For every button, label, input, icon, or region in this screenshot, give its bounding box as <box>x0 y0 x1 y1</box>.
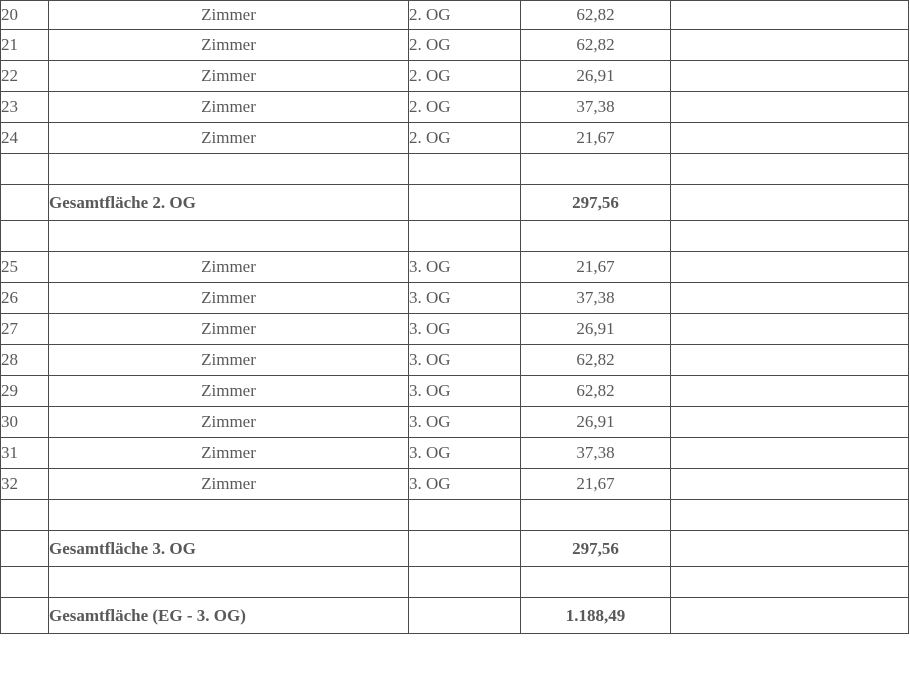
cell-name: Zimmer <box>49 61 409 92</box>
cell-nr <box>1 531 49 567</box>
cell-note <box>671 221 909 252</box>
cell-nr <box>1 154 49 185</box>
cell-name: Zimmer <box>49 314 409 345</box>
cell-note <box>671 567 909 598</box>
cell-area: 26,91 <box>521 61 671 92</box>
cell-floor <box>409 531 521 567</box>
cell-name <box>49 500 409 531</box>
cell-nr <box>1 185 49 221</box>
cell-area: 26,91 <box>521 407 671 438</box>
cell-floor: 3. OG <box>409 407 521 438</box>
cell-floor <box>409 598 521 634</box>
cell-floor: 3. OG <box>409 438 521 469</box>
table-row <box>1 469 909 500</box>
cell-grand-total-label: Gesamtfläche (EG - 3. OG) <box>49 598 409 634</box>
cell-name: Zimmer <box>49 438 409 469</box>
cell-nr: 20 <box>1 1 49 30</box>
table-row-spacer <box>1 567 909 598</box>
cell-area <box>521 567 671 598</box>
cell-note <box>671 376 909 407</box>
cell-area: 37,38 <box>521 283 671 314</box>
table-row <box>1 314 909 345</box>
cell-name: Zimmer <box>49 1 409 30</box>
table-body <box>1 1 909 634</box>
cell-floor: 3. OG <box>409 252 521 283</box>
cell-note <box>671 283 909 314</box>
cell-note <box>671 469 909 500</box>
cell-name: Zimmer <box>49 252 409 283</box>
cell-name: Zimmer <box>49 30 409 61</box>
table-row-grand-total <box>1 598 909 634</box>
cell-name: Zimmer <box>49 469 409 500</box>
cell-total-value: 297,56 <box>521 531 671 567</box>
cell-total-label: Gesamtfläche 3. OG <box>49 531 409 567</box>
cell-floor <box>409 154 521 185</box>
cell-note <box>671 598 909 634</box>
cell-name <box>49 154 409 185</box>
cell-floor: 2. OG <box>409 92 521 123</box>
cell-nr <box>1 500 49 531</box>
cell-floor: 2. OG <box>409 1 521 30</box>
cell-area <box>521 154 671 185</box>
cell-floor: 2. OG <box>409 123 521 154</box>
cell-note <box>671 345 909 376</box>
table-row <box>1 283 909 314</box>
cell-note <box>671 185 909 221</box>
cell-area: 26,91 <box>521 314 671 345</box>
cell-name <box>49 221 409 252</box>
cell-nr: 27 <box>1 314 49 345</box>
cell-area <box>521 500 671 531</box>
cell-nr: 26 <box>1 283 49 314</box>
table-row-spacer <box>1 500 909 531</box>
cell-floor: 3. OG <box>409 345 521 376</box>
cell-name: Zimmer <box>49 345 409 376</box>
cell-nr: 23 <box>1 92 49 123</box>
cell-note <box>671 252 909 283</box>
cell-name <box>49 567 409 598</box>
table-row <box>1 1 909 30</box>
cell-floor: 3. OG <box>409 314 521 345</box>
cell-note <box>671 407 909 438</box>
cell-nr: 22 <box>1 61 49 92</box>
cell-area: 21,67 <box>521 123 671 154</box>
table-row <box>1 345 909 376</box>
table-row <box>1 252 909 283</box>
cell-name: Zimmer <box>49 92 409 123</box>
table-row <box>1 376 909 407</box>
cell-note <box>671 30 909 61</box>
table-row <box>1 30 909 61</box>
cell-nr: 31 <box>1 438 49 469</box>
cell-area: 37,38 <box>521 438 671 469</box>
cell-note <box>671 531 909 567</box>
cell-nr: 25 <box>1 252 49 283</box>
cell-area: 62,82 <box>521 30 671 61</box>
cell-nr <box>1 221 49 252</box>
table-row-spacer <box>1 154 909 185</box>
cell-floor <box>409 500 521 531</box>
cell-nr: 32 <box>1 469 49 500</box>
cell-name: Zimmer <box>49 283 409 314</box>
cell-name: Zimmer <box>49 123 409 154</box>
cell-note <box>671 154 909 185</box>
cell-floor: 3. OG <box>409 283 521 314</box>
cell-area: 21,67 <box>521 252 671 283</box>
cell-area: 62,82 <box>521 376 671 407</box>
cell-nr <box>1 567 49 598</box>
cell-name: Zimmer <box>49 407 409 438</box>
cell-area: 62,82 <box>521 345 671 376</box>
cell-nr: 28 <box>1 345 49 376</box>
cell-floor <box>409 221 521 252</box>
table-row-total <box>1 185 909 221</box>
cell-floor: 2. OG <box>409 30 521 61</box>
cell-floor <box>409 567 521 598</box>
cell-note <box>671 314 909 345</box>
cell-total-label: Gesamtfläche 2. OG <box>49 185 409 221</box>
cell-note <box>671 123 909 154</box>
cell-nr: 21 <box>1 30 49 61</box>
cell-note <box>671 500 909 531</box>
table-row <box>1 92 909 123</box>
cell-nr <box>1 598 49 634</box>
cell-nr: 29 <box>1 376 49 407</box>
table-row <box>1 407 909 438</box>
cell-area: 21,67 <box>521 469 671 500</box>
table-row-total <box>1 531 909 567</box>
table-row <box>1 438 909 469</box>
cell-floor <box>409 185 521 221</box>
cell-area <box>521 221 671 252</box>
cell-grand-total-value: 1.188,49 <box>521 598 671 634</box>
cell-total-value: 297,56 <box>521 185 671 221</box>
cell-note <box>671 92 909 123</box>
table-row <box>1 123 909 154</box>
cell-name: Zimmer <box>49 376 409 407</box>
table-row <box>1 61 909 92</box>
cell-nr: 30 <box>1 407 49 438</box>
cell-floor: 3. OG <box>409 376 521 407</box>
cell-note <box>671 438 909 469</box>
table-row-spacer <box>1 221 909 252</box>
cell-note <box>671 61 909 92</box>
cell-floor: 3. OG <box>409 469 521 500</box>
cell-note <box>671 1 909 30</box>
cell-area: 37,38 <box>521 92 671 123</box>
cell-nr: 24 <box>1 123 49 154</box>
cell-floor: 2. OG <box>409 61 521 92</box>
cell-area: 62,82 <box>521 1 671 30</box>
